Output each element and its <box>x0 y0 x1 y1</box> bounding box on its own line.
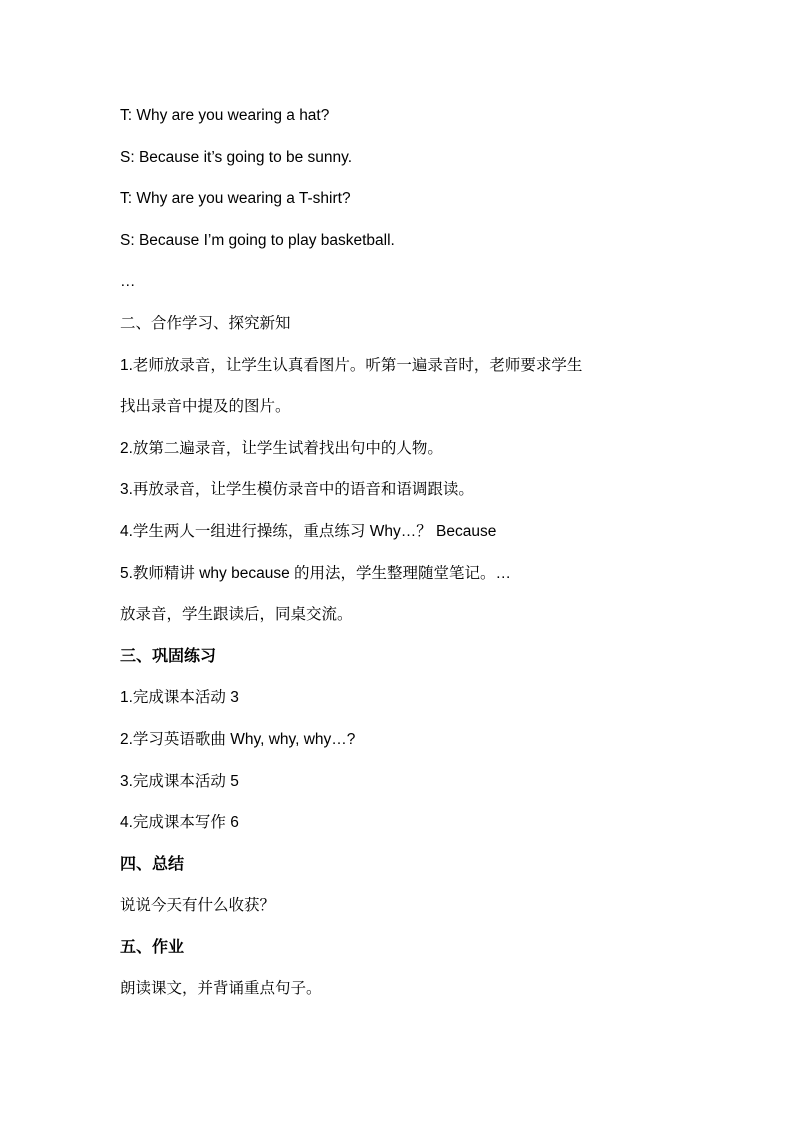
step-3-line: 3.再放录音，让学生模仿录音中的语音和语调跟读。 <box>120 481 474 499</box>
practice-item-2: 2.学习英语歌曲 Why, why, why…? <box>120 730 356 748</box>
dialogue-line-teacher-hat: T: Why are you wearing a hat? <box>120 107 330 124</box>
practice-item-4: 4.完成课本写作 6 <box>120 814 239 832</box>
dialogue-line-student-basketball: S: Because I’m going to play basketball. <box>120 231 395 249</box>
practice-item-1: 1.完成课本活动 3 <box>120 689 239 707</box>
step-5-line: 5.教师精讲 why because 的用法，学生整理随堂笔记。… <box>120 564 512 582</box>
document-body <box>120 100 680 1015</box>
section-heading-homework: 五、作业 <box>120 938 185 956</box>
dialogue-line-student-sunny: S: Because it’s going to be sunny. <box>120 148 353 166</box>
step-1-continuation: 找出录音中提及的图片。 <box>120 398 291 416</box>
dialogue-line-teacher-tshirt: T: Why are you wearing a T-shirt? <box>120 190 351 208</box>
step-4-line: 4.学生两人一组进行操练，重点练习 Why…？ Because <box>120 522 497 540</box>
ellipsis-line: … <box>120 273 137 291</box>
homework-text: 朗读课文，并背诵重点句子。 <box>120 980 322 998</box>
section-heading-consolidation: 三、巩固练习 <box>120 647 217 665</box>
practice-item-3: 3.完成课本活动 5 <box>120 772 239 790</box>
step-1-line: 1.老师放录音，让学生认真看图片。听第一遍录音时，老师要求学生 <box>120 356 583 374</box>
step-5-continuation: 放录音，学生跟读后，同桌交流。 <box>120 606 353 624</box>
summary-text: 说说今天有什么收获？ <box>120 897 276 915</box>
section-heading-cooperative-learning: 二、合作学习、探究新知 <box>120 314 291 332</box>
section-heading-summary: 四、总结 <box>120 855 185 873</box>
step-2-line: 2.放第二遍录音，让学生试着找出句中的人物。 <box>120 439 443 457</box>
